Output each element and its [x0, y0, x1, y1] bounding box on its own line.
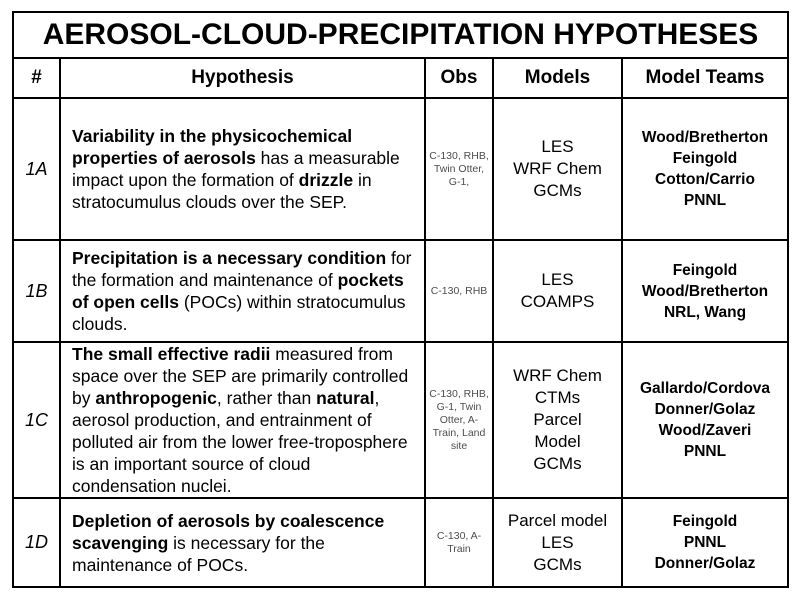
hypothesis-cell	[61, 99, 424, 239]
models-cell: WRF Chem CTMs Parcel Model GCMs	[494, 343, 621, 497]
models-cell: Parcel model LES GCMs	[494, 499, 621, 586]
hypothesis-cell	[61, 241, 424, 341]
obs-cell: C-130, RHB, G-1, Twin Otter, A-Train, Land site	[426, 343, 492, 497]
obs-cell: C-130, RHB	[426, 241, 492, 341]
hypothesis-text: Precipitation is a necessary condition for the formation and maintenance of pockets of open cells (POCs) within stratocumulus clouds.	[72, 248, 412, 334]
obs-cell: C-130, A-Train	[426, 499, 492, 586]
teams-cell: Gallardo/Cordova Donner/Golaz Wood/Zaveri PNNL	[623, 343, 787, 497]
row-id-cell: 1A	[14, 99, 59, 239]
header-model-teams: Model Teams	[623, 59, 787, 97]
row-id-cell: 1B	[14, 241, 59, 341]
header-obs: Obs	[426, 59, 492, 97]
header-hypothesis: Hypothesis	[61, 59, 424, 97]
teams-cell: Feingold Wood/Bretherton NRL, Wang	[623, 241, 787, 341]
hypothesis-text: Depletion of aerosols by coalescence scavenging is necessary for the maintenance of POCs.	[72, 510, 385, 575]
row-id-cell: 1D	[14, 499, 59, 586]
teams-cell: Feingold PNNL Donner/Golaz	[623, 499, 787, 586]
models-cell: LES COAMPS	[494, 241, 621, 341]
hypothesis-cell	[61, 343, 424, 497]
hypothesis-text: The small effective radii measured from space over the SEP are primarily controlled by anthropogenic, rather than natural, aerosol production, and entrainment of polluted air from the lower free-troposphere is an important source of cloud condensation nuclei.	[72, 344, 409, 496]
header-num: #	[14, 59, 59, 97]
header-models: Models	[494, 59, 621, 97]
row-id-cell: 1C	[14, 343, 59, 497]
hypothesis-cell	[61, 499, 424, 586]
teams-cell: Wood/Bretherton Feingold Cotton/Carrio PNNL	[623, 99, 787, 239]
models-cell: LES WRF Chem GCMs	[494, 99, 621, 239]
table-title: AEROSOL-CLOUD-PRECIPITATION HYPOTHESES	[14, 13, 787, 57]
hypotheses-table	[12, 11, 789, 588]
hypothesis-text: Variability in the physicochemical properties of aerosols has a measurable impact upon the formation of drizzle in stratocumulus clouds over the SEP.	[72, 126, 400, 212]
obs-cell: C-130, RHB, Twin Otter, G-1,	[426, 99, 492, 239]
